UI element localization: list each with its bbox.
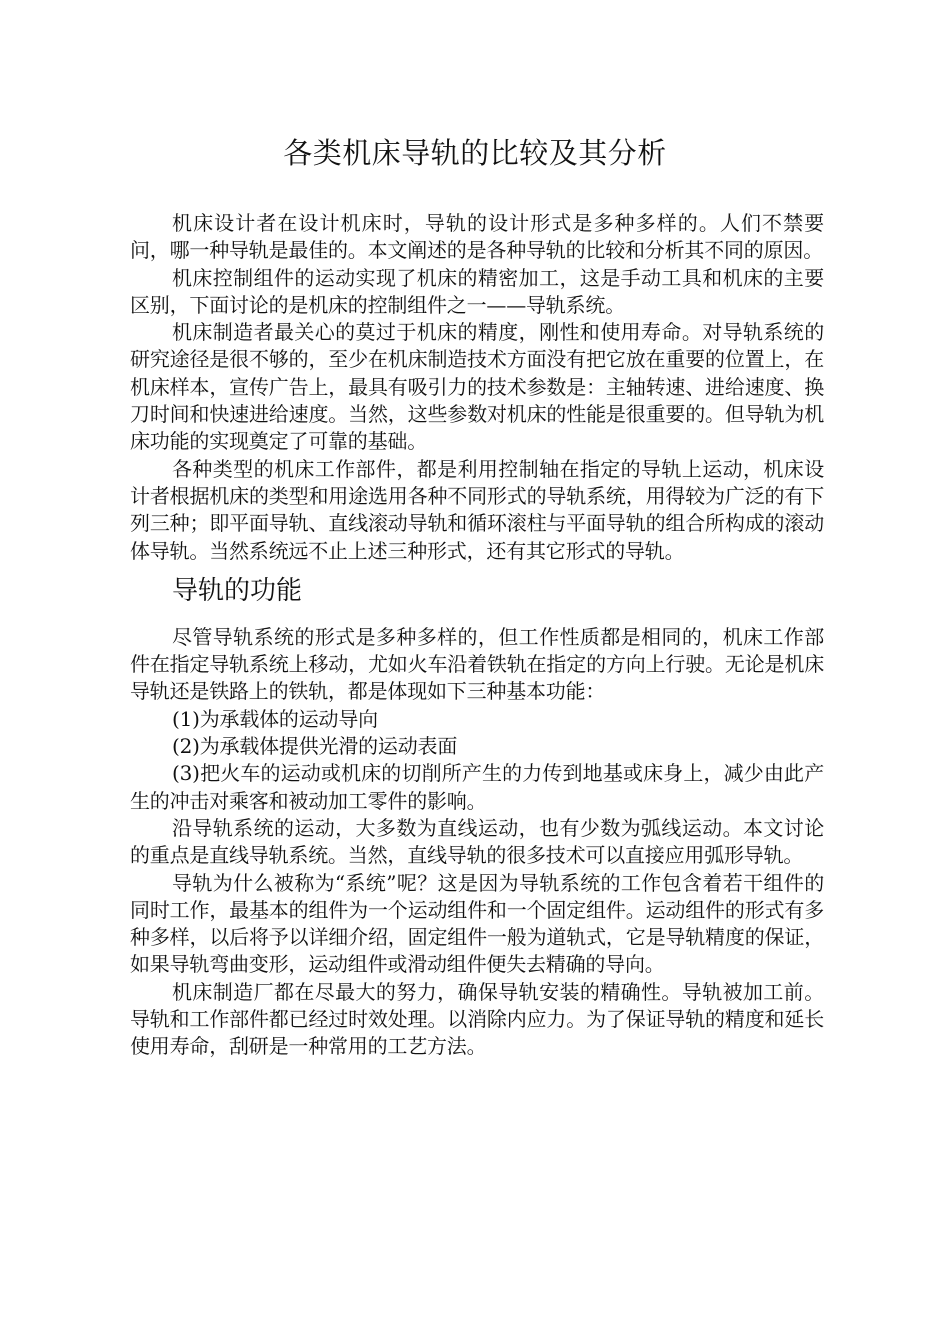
function-item-2: (2)为承载体提供光滑的运动表面 [172, 734, 458, 759]
section-intro-paragraph: 尽管导轨系统的形式是多种多样的，但工作性质都是相同的，机床工作部件在指定导轨系统上移动，尤如火车沿着铁轨在指定的方向上行驶。无论是机床导轨还是铁路上的铁轨，都是体现如下三种基本功能： [130, 624, 824, 704]
document-title: 各类机床导轨的比较及其分析 [283, 136, 667, 170]
closing-paragraph-3: 机床制造厂都在尽最大的努力，确保导轨安装的精确性。导轨被加工前。导轨和工作部件都已经过时效处理。以消除内应力。为了保证导轨的精度和延长使用寿命，刮研是一种常用的工艺方法。 [130, 979, 824, 1059]
document-body [130, 210, 824, 1061]
closing-paragraph-2: 导轨为什么被称为“系统”呢？这是因为导轨系统的工作包含着若干组件的同时工作，最基本的组件为一个运动组件和一个固定组件。运动组件的形式有多种多样，以后将予以详细介绍，固定组件一般为道轨式，它是导轨精度的保证，如果导轨弯曲变形，运动组件或滑动组件便失去精确的导向。 [130, 870, 824, 977]
function-item-1: (1)为承载体的运动导向 [172, 706, 378, 731]
intro-paragraph-3: 机床制造者最关心的莫过于机床的精度，刚性和使用寿命。对导轨系统的研究途径是很不够的，至少在机床制造技术方面没有把它放在重要的位置上，在机床样本，宣传广告上，最具有吸引力的技术参数是：主轴转速、进给速度、换刀时间和快速进给速度。当然，这些参数对机床的性能是很重要的。但导轨为机床功能的实现奠定了可靠的基础。 [130, 320, 824, 454]
closing-paragraph-1: 沿导轨系统的运动，大多数为直线运动，也有少数为弧线运动。本文讨论的重点是直线导轨系统。当然，直线导轨的很多技术可以直接应用弧形导轨。 [130, 815, 824, 868]
intro-paragraph-2: 机床控制组件的运动实现了机床的精密加工，这是手动工具和机床的主要区别，下面讨论的是机床的控制组件之一——导轨系统。 [130, 265, 824, 317]
function-item-3: (3)把火车的运动或机床的切削所产生的力传到地基或床身上，减少由此产生的冲击对乘客和被动加工零件的影响。 [130, 761, 824, 813]
section-heading: 导轨的功能 [172, 575, 303, 606]
intro-paragraph-1: 机床设计者在设计机床时，导轨的设计形式是多种多样的。人们不禁要问，哪一种导轨是最佳的。本文阐述的是各种导轨的比较和分析其不同的原因。 [130, 211, 824, 263]
intro-paragraph-4: 各种类型的机床工作部件，都是利用控制轴在指定的导轨上运动，机床设计者根据机床的类型和用途选用各种不同形式的导轨系统，用得较为广泛的有下列三种；即平面导轨、直线滚动导轨和循环滚柱与平面导轨的组合所构成的滚动体导轨。当然系统远不止上述三种形式，还有其它形式的导轨。 [130, 456, 824, 563]
